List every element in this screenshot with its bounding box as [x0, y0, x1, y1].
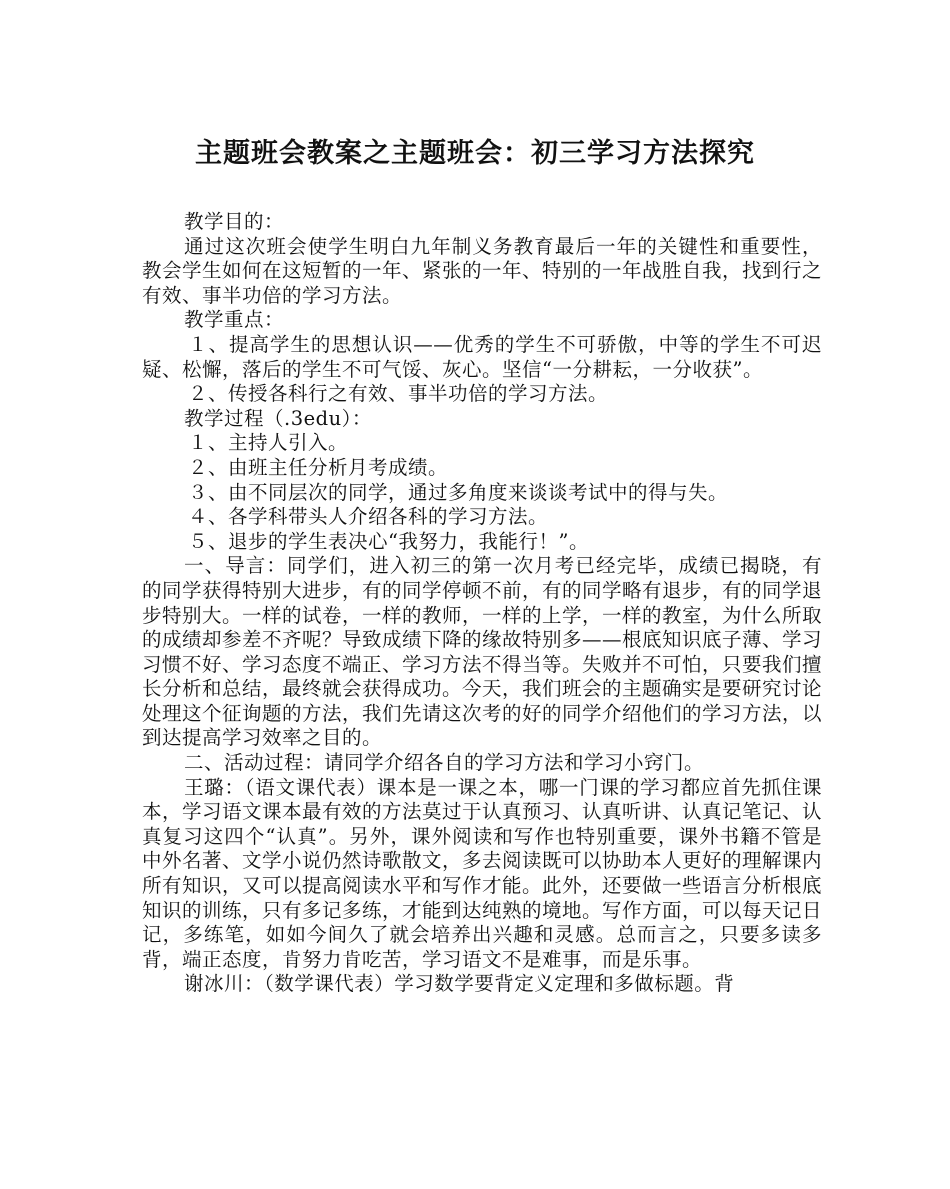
paragraph-teaching-goal: 通过这次班会使学生明白九年制义务教育最后一年的关键性和重要性，教会学生如何在这短暂的一年、紧张的一年、特别的一年战胜自我，找到行之有效、事半功倍的学习方法。	[142, 234, 823, 307]
paragraph-wang-lu: 王璐：（语文课代表）课本是一课之本，哪一门课的学习都应首先抓住课本，学习语文课本最有效的方法莫过于认真预习、认真听讲、认真记笔记、认真复习这四个“认真”。另外，课外阅读和写作也特别重要，课外书籍不管是中外名著、文学小说仍然诗歌散文，多去阅读既可以协助本人更好的理解课内所有知识，又可以提高阅读水平和写作才能。此外，还要做一些语言分析根底知识的训练，只有多记多练，才能到达纯熟的境地。写作方面，可以每天记日记，多练笔，如如今间久了就会培养出兴趣和灵感。总而言之，只要多读多背，端正态度，肯努力肯吃苦，学习语文不是难事，而是乐事。	[142, 775, 823, 971]
paragraph-process-step-1: １、主持人引入。	[188, 431, 349, 455]
paragraph-introduction: 一、导言：同学们，进入初三的第一次月考已经完毕，成绩已揭晓，有的同学获得特别大进步，有的同学停顿不前，有的同学略有退步，有的同学退步特别大。一样的试卷，一样的教师，一样的上学，一样的教室，为什么所取的成绩却参差不齐呢？导致成绩下降的缘故特别多——根底知识底子薄、学习习惯不好、学习态度不端正、学习方法不得当等。失败并不可怕，只要我们擅长分析和总结，最终就会获得成功。今天，我们班会的主题确实是要研究讨论处理这个征询题的方法，我们先请这次考的好的同学介绍他们的学习方法，以到达提高学习效率之目的。	[142, 554, 823, 750]
paragraph-process-heading: 教学过程（.3edu）：	[184, 406, 372, 430]
paragraph-key-point-1: １、提高学生的思想认识——优秀的学生不可骄傲，中等的学生不可迟疑、松懈，落后的学生不可气馁、灰心。坚信“一分耕耘，一分收获”。	[142, 332, 822, 381]
paragraph-activity-process: 二、活动过程：请同学介绍各自的学习方法和学习小窍门。	[184, 751, 705, 775]
paragraph-process-step-3: ３、由不同层次的同学，通过多角度来谈谈考试中的得与失。	[188, 480, 729, 504]
paragraph-key-points-heading: 教学重点：	[184, 308, 285, 332]
paragraph-teaching-goal-heading: 教学目的：	[184, 210, 285, 233]
paragraph-xie-bingchuan: 谢冰川：（数学课代表）学习数学要背定义定理和多做标题。背	[184, 972, 735, 996]
document-body	[142, 210, 822, 997]
paragraph-process-step-2: ２、由班主任分析月考成绩。	[188, 455, 449, 479]
document-title: 主题班会教案之主题班会：初三学习方法探究	[195, 138, 755, 169]
paragraph-process-step-5: ５、退步的学生表决心“我努力，我能行！”。	[188, 529, 589, 553]
paragraph-process-step-4: ４、各学科带头人介绍各科的学习方法。	[188, 505, 549, 529]
paragraph-key-point-2: ２、传授各科行之有效、事半功倍的学习方法。	[188, 382, 609, 406]
